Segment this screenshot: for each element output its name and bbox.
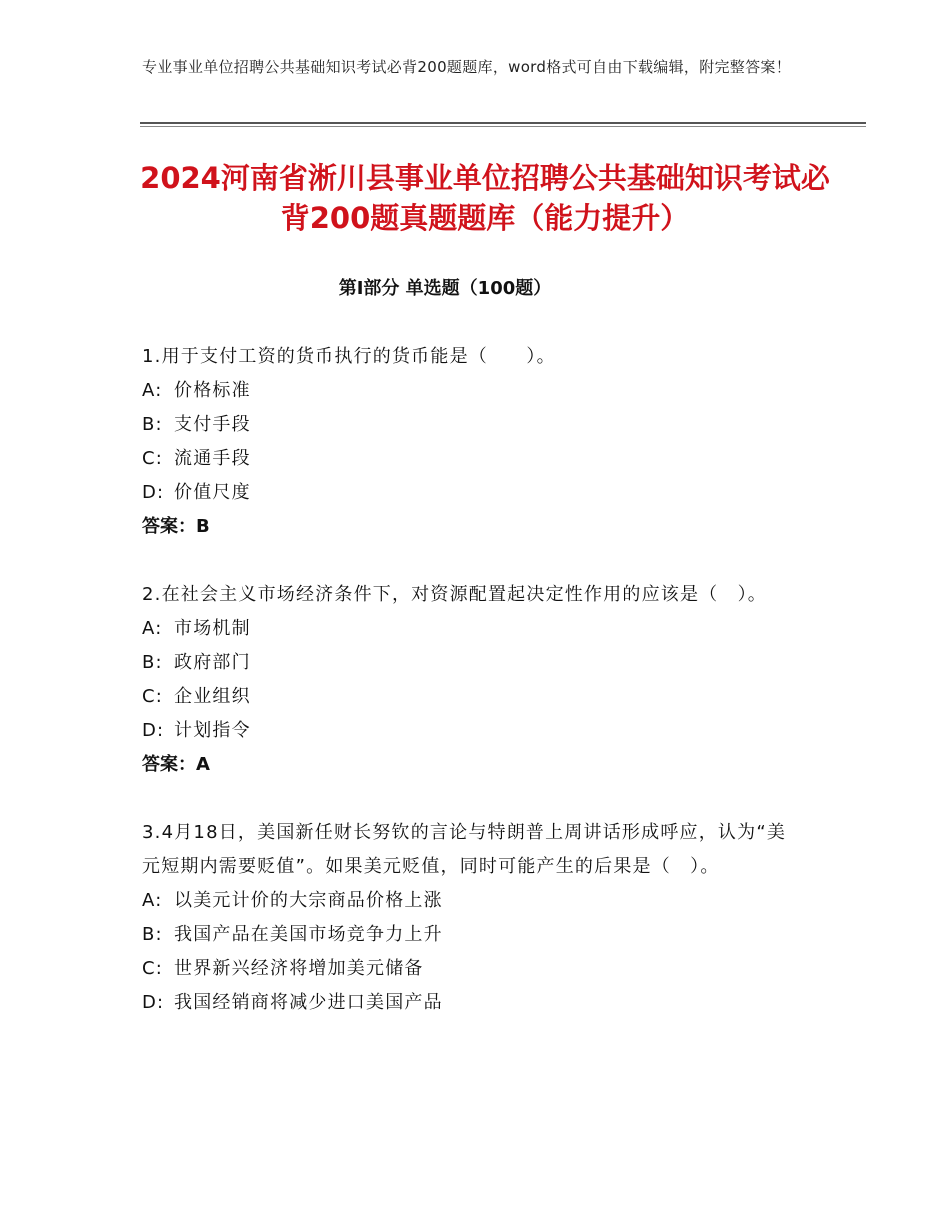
question-2 xyxy=(142,578,802,782)
option-key: D: xyxy=(142,992,165,1013)
option-c xyxy=(142,680,802,714)
option-a xyxy=(142,884,802,918)
option-key: B: xyxy=(142,414,163,435)
option-key: A: xyxy=(142,890,163,911)
option-key: B: xyxy=(142,652,163,673)
header-note: 专业事业单位招聘公共基础知识考试必背200题题库，word格式可自由下载编辑，附完整答案！ xyxy=(142,58,792,76)
option-text: 政府部门 xyxy=(174,652,251,673)
option-text: 计划指令 xyxy=(174,720,251,741)
question-3 xyxy=(142,816,802,1020)
option-d xyxy=(142,986,802,1020)
option-key: C: xyxy=(142,686,164,707)
option-text: 世界新兴经济将增加美元储备 xyxy=(174,958,424,979)
answer-line: 答案：A xyxy=(142,754,210,775)
option-a xyxy=(142,374,802,408)
question-stem: 1.用于支付工资的货币执行的货币能是（ ）。 xyxy=(142,346,556,367)
option-b xyxy=(142,918,802,952)
document-title: 2024河南省淅川县事业单位招聘公共基础知识考试必背200题真题题库（能力提升） xyxy=(140,161,830,235)
question-stem: 2.在社会主义市场经济条件下，对资源配置起决定性作用的应该是（ ）。 xyxy=(142,584,767,605)
option-key: C: xyxy=(142,958,164,979)
option-b xyxy=(142,646,802,680)
option-text: 以美元计价的大宗商品价格上涨 xyxy=(174,890,443,911)
option-text: 价值尺度 xyxy=(174,482,251,503)
option-b xyxy=(142,408,802,442)
section-title: 第Ⅰ部分 单选题（100题） xyxy=(338,278,552,299)
question-stem: 3.4月18日，美国新任财长努钦的言论与特朗普上周讲话形成呼应，认为“美元短期内需要贬值”。如果美元贬值，同时可能产生的后果是（ ）。 xyxy=(142,822,787,877)
header-rule-thin xyxy=(140,126,866,127)
question-1 xyxy=(142,340,802,544)
option-a xyxy=(142,612,802,646)
option-text: 企业组织 xyxy=(174,686,251,707)
option-text: 支付手段 xyxy=(174,414,251,435)
option-text: 流通手段 xyxy=(174,448,251,469)
option-text: 价格标准 xyxy=(174,380,251,401)
option-d xyxy=(142,714,802,748)
option-key: D: xyxy=(142,720,165,741)
header-rule-thick xyxy=(140,122,866,124)
option-key: C: xyxy=(142,448,164,469)
option-text: 市场机制 xyxy=(174,618,251,639)
option-c xyxy=(142,442,802,476)
option-c xyxy=(142,952,802,986)
question-list xyxy=(142,340,802,1054)
option-key: A: xyxy=(142,380,163,401)
option-key: B: xyxy=(142,924,163,945)
option-key: A: xyxy=(142,618,163,639)
option-text: 我国产品在美国市场竞争力上升 xyxy=(174,924,443,945)
option-text: 我国经销商将减少进口美国产品 xyxy=(174,992,443,1013)
answer-line: 答案：B xyxy=(142,516,210,537)
option-key: D: xyxy=(142,482,165,503)
option-d xyxy=(142,476,802,510)
